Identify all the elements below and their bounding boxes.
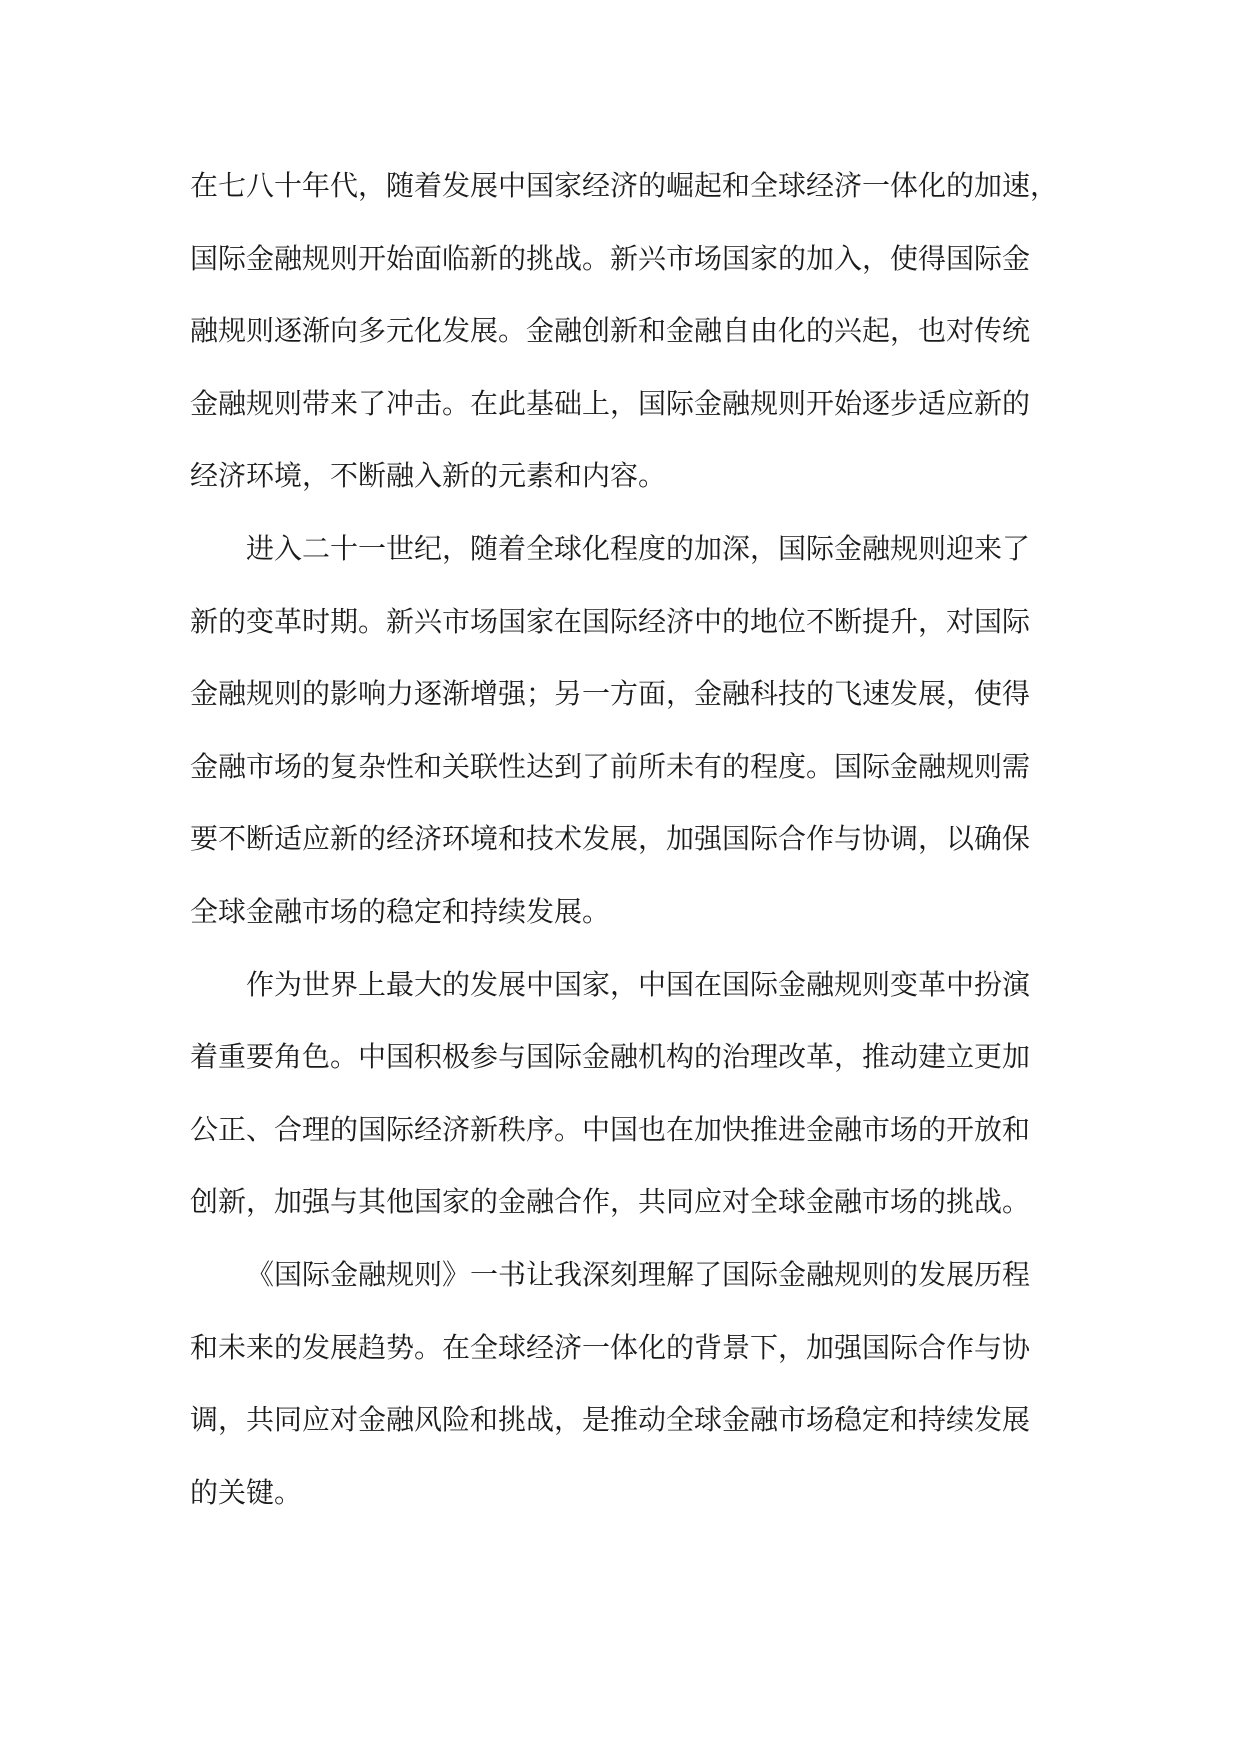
text-line: 经济环境，不断融入新的元素和内容。 xyxy=(190,459,667,493)
text-line: 调，共同应对金融风险和挑战，是推动全球金融市场稳定和持续发展 xyxy=(190,1403,1031,1437)
text-line: 公正、合理的国际经济新秩序。中国也在加快推进金融市场的开放和 xyxy=(190,1112,1031,1146)
text-line: 金融市场的复杂性和关联性达到了前所未有的程度。国际金融规则需 xyxy=(190,749,1031,783)
text-line: 国际金融规则开始面临新的挑战。新兴市场国家的加入，使得国际金 xyxy=(190,241,1031,275)
document-body xyxy=(190,150,1065,1529)
text-line: 全球金融市场的稳定和持续发展。 xyxy=(190,894,611,928)
text-line: 融规则逐渐向多元化发展。金融创新和金融自由化的兴起，也对传统 xyxy=(190,314,1031,348)
text-line: 金融规则带来了冲击。在此基础上，国际金融规则开始逐步适应新的 xyxy=(190,386,1031,420)
text-line: 新的变革时期。新兴市场国家在国际经济中的地位不断提升，对国际 xyxy=(190,604,1031,638)
text-line: 着重要角色。中国积极参与国际金融机构的治理改革，推动建立更加 xyxy=(190,1040,1031,1074)
text-line: 金融规则的影响力逐渐增强；另一方面，金融科技的飞速发展，使得 xyxy=(190,677,1031,711)
text-line: 的关键。 xyxy=(190,1475,303,1509)
paragraph-first-line: 进入二十一世纪，随着全球化程度的加深，国际金融规则迎来了 xyxy=(246,531,1031,565)
text-line: 和未来的发展趋势。在全球经济一体化的背景下，加强国际合作与协 xyxy=(190,1330,1031,1364)
text-line: 在七八十年代，随着发展中国家经济的崛起和全球经济一体化的加速， xyxy=(190,169,1059,202)
paragraph-first-line: 《国际金融规则》一书让我深刻理解了国际金融规则的发展历程 xyxy=(246,1257,1031,1291)
text-line: 要不断适应新的经济环境和技术发展，加强国际合作与协调，以确保 xyxy=(190,822,1031,856)
text-line: 创新，加强与其他国家的金融合作，共同应对全球金融市场的挑战。 xyxy=(190,1185,1031,1219)
paragraph-first-line: 作为世界上最大的发展中国家，中国在国际金融规则变革中扮演 xyxy=(246,967,1031,1001)
